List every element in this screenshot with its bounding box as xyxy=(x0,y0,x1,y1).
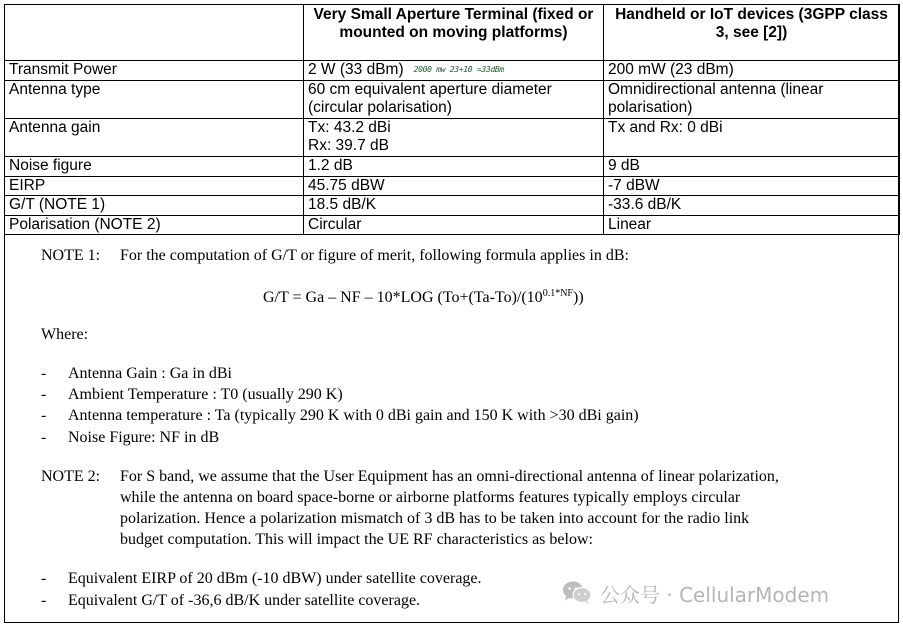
table-row xyxy=(5,119,900,157)
vsat-cell-line: 1.2 dB xyxy=(308,157,353,174)
handheld-cell xyxy=(604,216,900,235)
vsat-cell-line: 2 W (33 dBm) xyxy=(308,61,404,78)
vsat-cell xyxy=(304,196,604,216)
watermark-text: 公众号 · CellularModem xyxy=(600,582,830,607)
handheld-cell xyxy=(604,157,900,177)
param-cell: Antenna gain xyxy=(5,119,304,157)
vsat-cell-line: (circular polarisation) xyxy=(308,98,452,116)
handwritten-annotation: 2000 mw 23+10 =33dBm xyxy=(413,65,504,75)
vsat-cell-line: 18.5 dB/K xyxy=(308,196,377,213)
header-blank-cell xyxy=(5,5,304,61)
vsat-cell-line: Rx: 39.7 dB xyxy=(308,136,389,154)
note1-label: NOTE 1: xyxy=(41,247,101,264)
param-cell: G/T (NOTE 1) xyxy=(5,196,304,216)
formula xyxy=(263,287,584,308)
param-cell: EIRP xyxy=(5,177,304,196)
document-page xyxy=(4,4,899,623)
vsat-cell xyxy=(304,61,604,81)
note2-line: polarization. Hence a polarization mismatch of 3 dB has to be taken into account for the radio link xyxy=(120,510,750,527)
param-cell: Noise figure xyxy=(5,157,304,177)
vsat-cell xyxy=(304,157,604,177)
spec-table xyxy=(4,4,900,235)
vsat-cell-line: Circular xyxy=(308,216,362,233)
bullet-dash: - xyxy=(41,592,47,609)
param-cell: Antenna type xyxy=(5,81,304,119)
header-handheld: Handheld or IoT devices (3GPP class 3, see [2]) xyxy=(604,5,900,61)
bullet-dash: - xyxy=(41,429,47,446)
table-row xyxy=(5,196,900,216)
bullet-dash: - xyxy=(41,386,47,403)
param-cell: Polarisation (NOTE 2) xyxy=(5,216,304,235)
table-row xyxy=(5,157,900,177)
vsat-cell xyxy=(304,177,604,196)
vsat-cell-line: 60 cm equivalent aperture diameter xyxy=(308,81,552,98)
handheld-cell xyxy=(604,177,900,196)
handheld-cell-line: -7 dBW xyxy=(608,177,660,194)
table-row xyxy=(5,177,900,196)
bullet-dash: - xyxy=(41,407,47,424)
table-row xyxy=(5,216,900,235)
handheld-cell xyxy=(604,196,900,216)
note1-bullet: Noise Figure: NF in dB xyxy=(68,429,220,446)
handheld-cell xyxy=(604,119,900,157)
formula-end: )) xyxy=(572,289,584,306)
where-label: Where: xyxy=(41,326,89,343)
handheld-cell-line: 200 mW (23 dBm) xyxy=(608,61,734,78)
note2-label: NOTE 2: xyxy=(41,468,101,485)
handheld-cell-line: Linear xyxy=(608,216,652,233)
note1-bullet: Ambient Temperature : T0 (usually 290 K) xyxy=(68,386,343,403)
param-cell: Transmit Power xyxy=(5,61,304,81)
table-row xyxy=(5,81,900,119)
handheld-cell-line: 9 dB xyxy=(608,157,640,174)
note2-bullet: Equivalent EIRP of 20 dBm (-10 dBW) under satellite coverage. xyxy=(68,570,482,587)
handheld-cell-line: -33.6 dB/K xyxy=(608,196,682,213)
note1-text: For the computation of G/T or figure of merit, following formula applies in dB: xyxy=(120,247,629,264)
watermark xyxy=(562,576,829,610)
formula-exponent: 0.1*NF xyxy=(542,288,573,299)
bullet-dash: - xyxy=(41,570,47,587)
handheld-cell xyxy=(604,61,900,81)
header-vsat: Very Small Aperture Terminal (fixed or mounted on moving platforms) xyxy=(304,5,604,61)
note2-line: budget computation. This will impact the UE RF characteristics as below: xyxy=(120,531,593,548)
vsat-cell-line: 45.75 dBW xyxy=(308,177,385,194)
handheld-cell-line: Omnidirectional antenna (linear xyxy=(608,81,824,98)
vsat-cell-line: Tx: 43.2 dBi xyxy=(308,119,391,136)
vsat-cell xyxy=(304,216,604,235)
handheld-cell xyxy=(604,81,900,119)
note1-bullet: Antenna Gain : Ga in dBi xyxy=(68,365,232,382)
note2-line: while the antenna on board space-borne or airborne platforms features typically employs circular xyxy=(120,489,741,506)
formula-main: G/T = Ga – NF – 10*LOG (To+(Ta-To)/(10 xyxy=(263,289,543,306)
handheld-cell-line: Tx and Rx: 0 dBi xyxy=(608,119,723,136)
wechat-icon xyxy=(562,580,592,606)
table-header-row xyxy=(5,5,900,61)
note1-bullet: Antenna temperature : Ta (typically 290 K with 0 dBi gain and 150 K with >30 dBi gain) xyxy=(68,407,639,424)
note2-bullet: Equivalent G/T of -36,6 dB/K under satellite coverage. xyxy=(68,592,421,609)
table-row xyxy=(5,61,900,81)
handheld-cell-line: polarisation) xyxy=(608,98,693,116)
vsat-cell xyxy=(304,119,604,157)
note2-line: For S band, we assume that the User Equipment has an omni-directional antenna of linear polarization, xyxy=(120,468,779,485)
bullet-dash: - xyxy=(41,365,47,382)
vsat-cell xyxy=(304,81,604,119)
